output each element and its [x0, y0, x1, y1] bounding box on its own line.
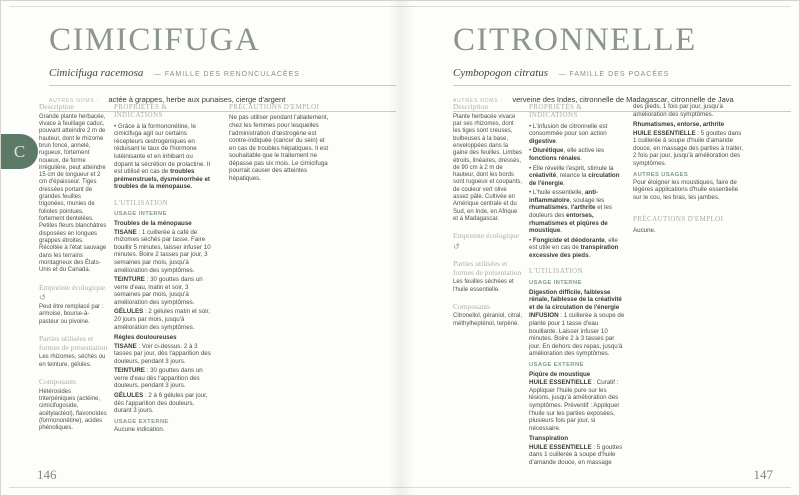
other-uses-text: Pour éloigner les moustiques, faire de légères applications d'huile essentielle sur le cou, les bras, les jambes.: [633, 178, 739, 201]
remedy-entry: HUILE ESSENTIELLE : 5 gouttes dans 1 cuillerée à soupe d'huile d'amande douce, en massage des parties à traiter, 2 fois par jour, jusqu'à amélioration des symptômes.: [633, 129, 744, 167]
properties-bullet: • Diurétique, elle active les fonctions rénales.: [529, 147, 605, 163]
properties-intro: • Grâce à la formononétine, le cimicifuga agit sur certains récepteurs œstrogéniques en réduisant le taux de l'hormone lutéinisante et en inhibant ou dopant la sécrétion de prolactine. Il est utilisé en cas de troubles prémenstruels, dysménorrhée et troubles de la ménopause.: [114, 122, 210, 191]
description-heading: Description: [453, 102, 488, 111]
usage-external-note: Aucune indication.: [114, 425, 165, 433]
precautions-heading: PRÉCAUTIONS D'EMPLOI: [633, 215, 724, 224]
latin-name-row: [49, 63, 396, 86]
letter-tab-c: [1, 134, 38, 169]
remedy-entry: TEINTURE : 30 gouttes dans un verre d'eau, matin et soir, 3 semaines par mois, jusqu'à amélioration des symptômes.: [114, 276, 203, 306]
condition-title: Transpiration: [529, 435, 569, 443]
other-names: verveine des Indes, citronnelle de Madagascar, citronnelle de Java: [512, 94, 734, 104]
other-names-label: AUTRES NOMS :: [49, 97, 99, 104]
usage-heading: L'UTILISATION: [529, 267, 583, 276]
eco-footprint-heading: Empreinte écologique: [39, 282, 106, 292]
parts-text: Les feuilles séchées et l'huile essentielle.: [453, 279, 514, 293]
usage-external-heading: USAGE EXTERNE: [529, 361, 584, 368]
page-number: 146: [37, 467, 57, 482]
letter-tab-label: C: [13, 142, 26, 161]
properties-bullet: • Fongicide et déodorante, elle est utile en cas de transpiration excessive des pieds.: [529, 236, 619, 259]
parts-text: Les rhizomes, séchés ou en teinture, gélules.: [39, 354, 106, 368]
other-names-label: AUTRES NOMS :: [453, 97, 503, 104]
properties-usage-column: [529, 103, 626, 469]
condition-title: Digestion difficile, faiblesse rénale, faiblesse de la créativité et de la circulation de l'énergie: [529, 288, 622, 311]
usage-heading: L'UTILISATION: [114, 198, 168, 207]
eco-footprint-icon: ↺: [453, 241, 460, 251]
precautions-text: Aucune.: [633, 226, 656, 234]
properties-usage-column: [114, 103, 211, 435]
usage-external-heading: USAGE EXTERNE: [114, 418, 169, 425]
properties-heading: PROPRIÉTÉS & INDICATIONS: [529, 103, 583, 120]
family-name: — FAMILLE DES RENONCULACÉES: [153, 70, 300, 78]
remedy-entry: HUILE ESSENTIELLE : 5 gouttes dans 1 cuillerée à soupe d'huile d'amande douce, en massage: [529, 443, 623, 466]
page-header: [453, 23, 791, 112]
components-text: Hétérosides triterpéniques (actéine, cimicifugoside, acétylactéol), flavonoïdes (formononétine), acides phénoliques.: [39, 388, 107, 432]
properties-bullet: • L'huile essentielle, anti-inflammatoire, soulage les rhumatismes, l'arthrite et les douleurs des entorses, rhumatismes et piqûres de moustique.: [529, 189, 612, 235]
eco-footprint-heading: Empreinte écologique: [453, 231, 520, 241]
other-uses-heading: AUTRES USAGES: [633, 171, 689, 178]
plant-sidebar: [39, 103, 109, 434]
book-gutter-shadow: [388, 1, 414, 495]
remedy-continuation: des pieds, 1 fois par jour, jusqu'à amélioration des symptômes.: [633, 103, 723, 118]
properties-heading: PROPRIÉTÉS & INDICATIONS: [114, 103, 168, 120]
precautions-text: Ne pas utiliser pendant l'allaitement, chez les femmes pour lesquelles l'administration d'œstrogène est contre-indiquée (cancer du sein) et en cas de troubles hépatiques. Il est souhaitable que le traitement ne dépasse pas six mois. Le cimicifuga pourrait causer des atteintes hépatiques.: [229, 114, 329, 182]
page-title: CIMICIFUGA: [49, 22, 261, 58]
parts-heading: Parties utilisées et formes de présentation: [39, 334, 108, 352]
components-heading: Composants: [39, 376, 77, 386]
condition-title: Troubles de la ménopause: [114, 220, 192, 228]
condition-title: Rhumatismes, entorse, arthrite: [633, 121, 725, 129]
remedy-entry: GÉLULES : 2 à 6 gélules par jour, dès l'apparition des douleurs, durant 3 jours.: [114, 392, 208, 415]
precautions-heading: PRÉCAUTIONS D'EMPLOI: [229, 103, 320, 111]
remedy-entry: TISANE : Voir ci-dessus. 2 à 3 tasses par jour, dès l'apparition des douleurs, pendant 3 jours.: [114, 342, 211, 365]
description-text: Grande plante herbacée, vivace à feuillage caduc, pouvant atteindre 2 m de hauteur, dont le rhizome brun foncé, annelé, rugueux, fortement noueux, de forme irrégulière, peut atteindre 15 cm de longueur et 2 cm d'épaisseur. Tiges dressées portant de grandes feuilles trigonées, munies de folioles pointues, fortement dentelées. Petites fleurs blanchâtres disposées en longues grappes étroites. Récoltée à l'état sauvage dans les terrains montagneux des États-Unis et du Canada.: [39, 113, 107, 274]
properties-bullet: • Elle réveille l'esprit, stimule la créativité, relance la circulation de l'énergie.: [529, 164, 620, 187]
description-heading: Description: [39, 102, 74, 111]
remedy-entry: HUILE ESSENTIELLE : Curatif : Appliquer l'huile pure sur les lésions, jusqu'à amélioration des symptômes. Préventif : Appliquer l'huile sur les parties exposées, plusieurs fois par jour, si nécessaire.: [529, 379, 620, 432]
description-text: Plante herbacée vivace par ses rhizomes, dont les tiges sont creuses, bulbeuses à la base, enveloppées dans la gaine des feuilles. Limbes étroits, linéaires, dressés, de 90 cm à 2 m de hauteur, dont les bords sont rugueux et coupants, de couleur vert olive assez pâle. Cultivée en Amérique centrale et du Sud, en Inde, en Afrique et à Madagascar.: [453, 113, 523, 222]
properties-bullet: • L'infusion de citronnelle est consommée pour son action digestive.: [529, 122, 608, 145]
latin-name: Cimicifuga racemosa: [49, 66, 144, 79]
remedy-entry: INFUSION : 1 cuillerée à soupe de plante pour 1 tasse d'eau bouillante. Laisser infuser 10 minutes. Boire 2 à 3 tasses par jour. En dehors des repas, jusqu'à amélioration des symptômes.: [529, 312, 625, 358]
eco-footprint-icon: ↺: [39, 293, 46, 303]
page-number: 147: [753, 467, 773, 482]
page-header: [49, 23, 396, 112]
usage-internal-heading: USAGE INTERNE: [114, 211, 167, 218]
condition-title: Règles douloureuses: [114, 334, 177, 342]
remedy-entry: TISANE : 1 cuillerée à café de rhizomes séchés par tasse. Faire bouillir 5 minutes, laisser infuser 10 minutes. Boire 2 tasses par jour, 3 semaines par mois, jusqu'à amélioration des symptômes.: [114, 228, 211, 274]
other-names: actée à grappes, herbe aux punaises, cierge d'argent: [108, 94, 286, 104]
remedy-entry: TEINTURE : 30 gouttes dans un verre d'eau dès l'apparition des douleurs, pendant 3 jours.: [114, 367, 203, 390]
usage-continuation-column: [633, 103, 745, 236]
eco-footprint-note: Peut être remplacé par : armoise, bourse-à-pasteur ou pivoine.: [39, 304, 104, 325]
remedy-entry: GÉLULES : 2 gélules matin et soir, 20 jours par mois, jusqu'à amélioration des symptômes.: [114, 308, 210, 331]
condition-title: Piqûre de moustique: [529, 370, 591, 378]
usage-internal-heading: USAGE INTERNE: [529, 279, 582, 286]
components-text: Citronellol, géraniol, citral, méthylhepténol, terpène.: [453, 313, 523, 327]
components-heading: Composants: [453, 301, 491, 311]
page-right-citronnelle: [401, 1, 800, 495]
page-title: CITRONNELLE: [453, 22, 697, 58]
page-left-cimicifuga: [1, 1, 401, 495]
latin-name: Cymbopogon citratus: [453, 66, 549, 79]
parts-heading: Parties utilisées et formes de présentation: [453, 258, 522, 277]
plant-sidebar: [453, 103, 523, 330]
family-name: — FAMILLE DES POACÉES: [558, 70, 670, 78]
precautions-column: [229, 103, 333, 184]
latin-name-row: [453, 63, 791, 86]
